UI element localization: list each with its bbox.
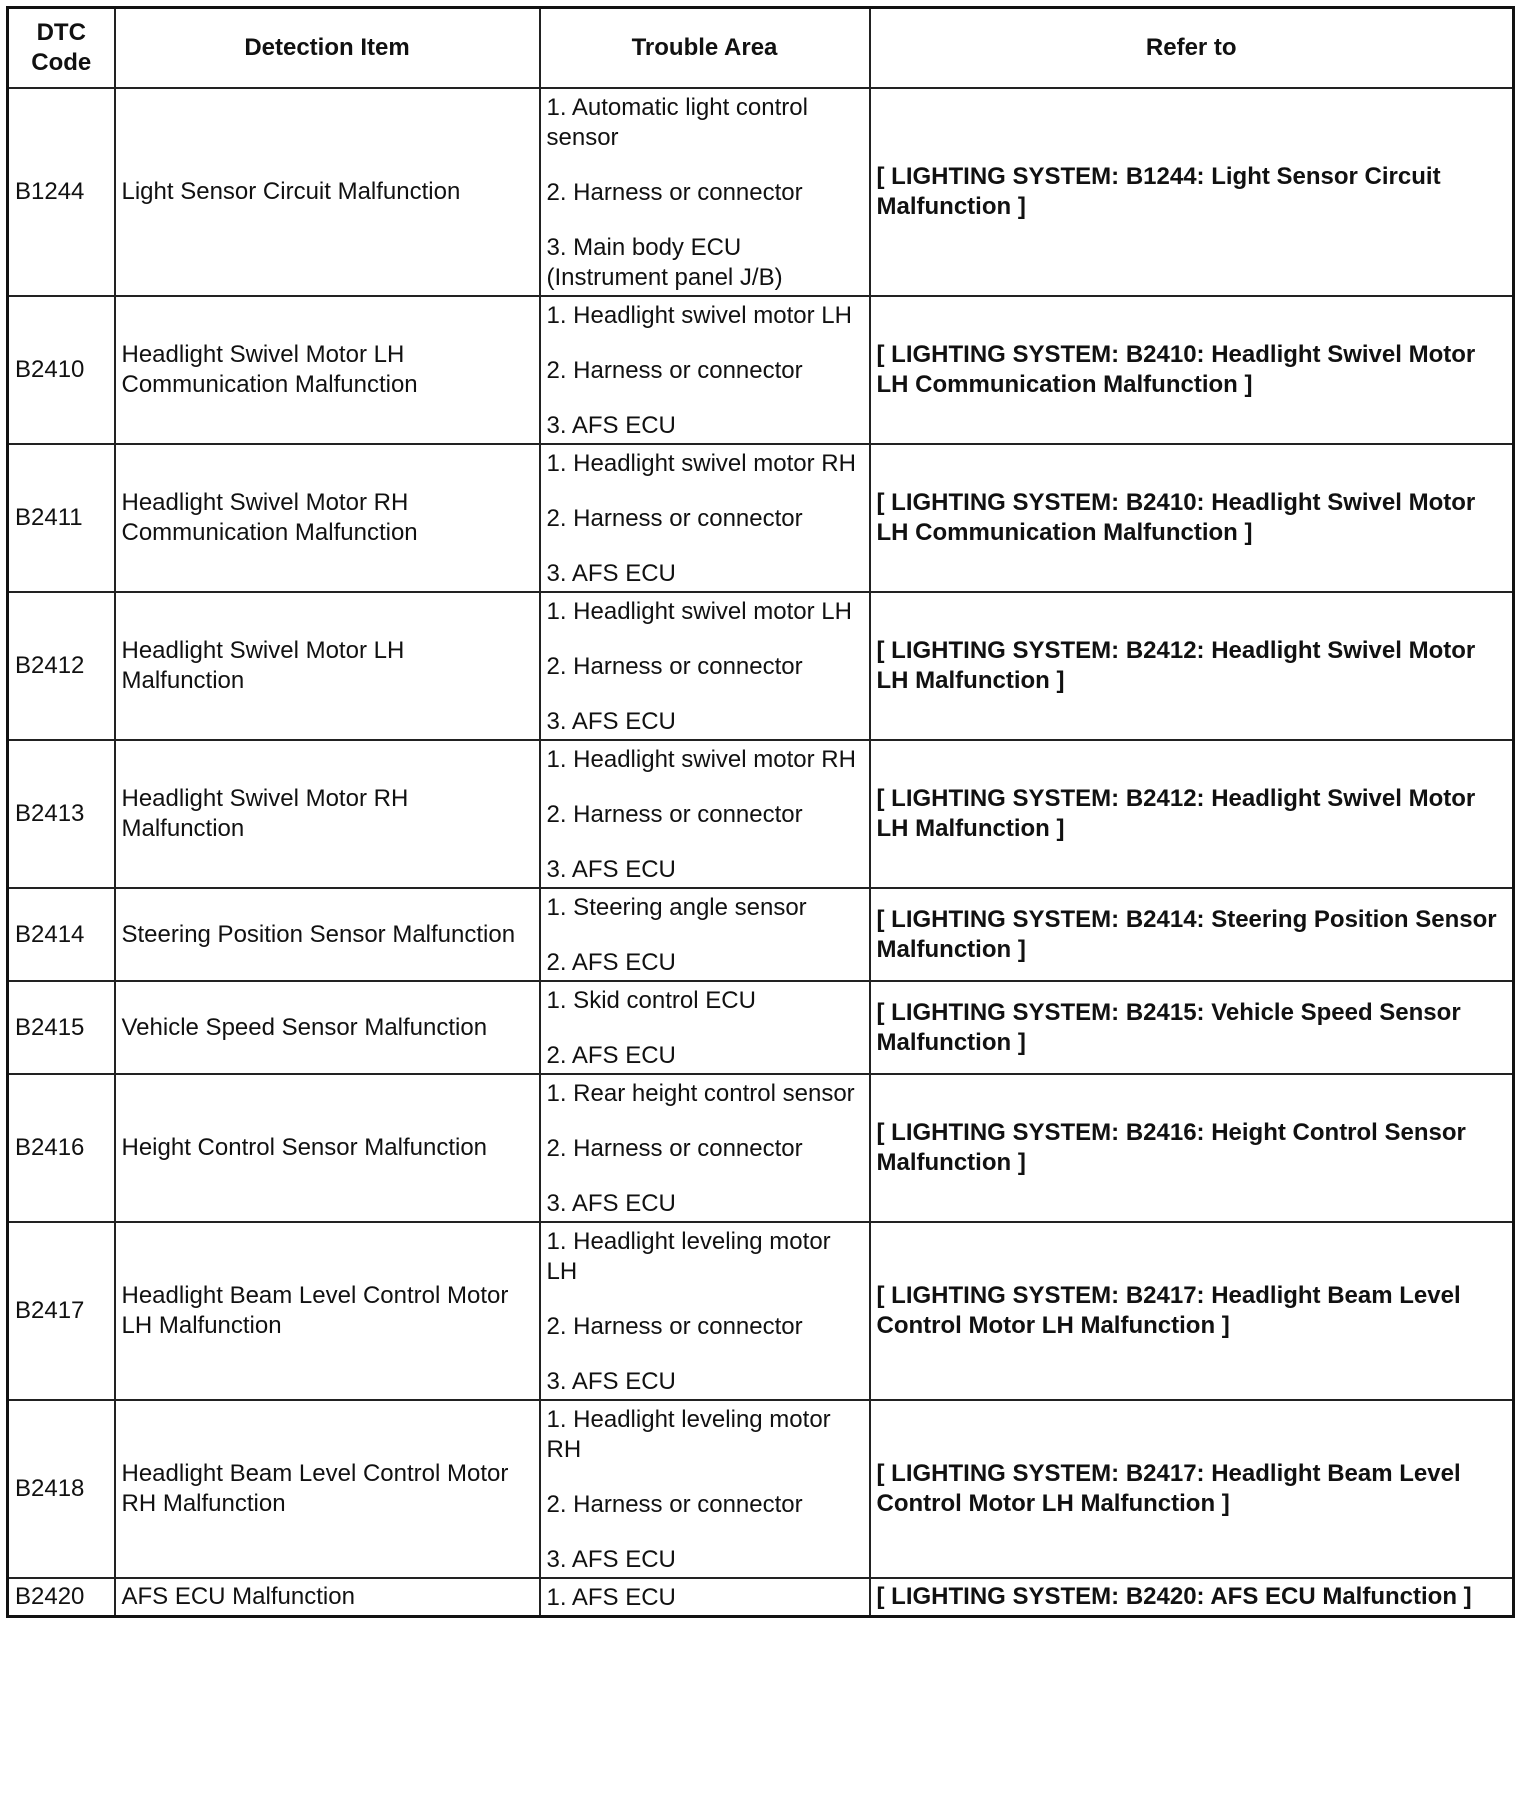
column-header-refer-to: Refer to [870, 8, 1514, 89]
table-row [8, 444, 1514, 592]
trouble-area-item: 1. Headlight swivel motor LH [546, 302, 852, 329]
table-row [8, 981, 1514, 1074]
refer-to-link[interactable]: [ LIGHTING SYSTEM: B2417: Headlight Beam Level Control Motor LH Malfunction ] [870, 1400, 1514, 1578]
dtc-code-cell: B2420 [8, 1578, 115, 1617]
trouble-area-item: 2. AFS ECU [546, 949, 676, 976]
trouble-area-cell [540, 1578, 870, 1617]
dtc-code-cell: B2418 [8, 1400, 115, 1578]
trouble-area-cell [540, 740, 870, 888]
detection-item-cell: AFS ECU Malfunction [115, 1578, 540, 1617]
trouble-area-cell [540, 981, 870, 1074]
table-header-row [8, 8, 1514, 89]
trouble-area-cell [540, 296, 870, 444]
trouble-area-item: 1. Headlight swivel motor RH [546, 746, 856, 773]
detection-item-cell: Headlight Swivel Motor RH Communication Malfunction [115, 444, 540, 592]
refer-to-link[interactable]: [ LIGHTING SYSTEM: B2414: Steering Position Sensor Malfunction ] [870, 888, 1514, 981]
trouble-area-item: 3. Main body ECU (Instrument panel J/B) [546, 234, 783, 291]
refer-to-link[interactable]: [ LIGHTING SYSTEM: B2417: Headlight Beam Level Control Motor LH Malfunction ] [870, 1222, 1514, 1400]
dtc-code-cell: B2411 [8, 444, 115, 592]
trouble-area-item: 2. Harness or connector [546, 1491, 803, 1518]
trouble-area-item: 2. AFS ECU [546, 1042, 676, 1069]
trouble-area-item: 3. AFS ECU [546, 1190, 676, 1217]
trouble-area-item: 2. Harness or connector [546, 1313, 803, 1340]
trouble-area-item: 2. Harness or connector [546, 505, 803, 532]
refer-to-link[interactable]: [ LIGHTING SYSTEM: B1244: Light Sensor Circuit Malfunction ] [870, 88, 1514, 296]
trouble-area-item: 2. Harness or connector [546, 179, 803, 206]
dtc-document [6, 6, 1512, 1618]
table-row [8, 1074, 1514, 1222]
trouble-area-cell [540, 1222, 870, 1400]
trouble-area-item: 1. Headlight swivel motor RH [546, 450, 856, 477]
trouble-area-item: 3. AFS ECU [546, 1368, 676, 1395]
detection-item-cell: Headlight Beam Level Control Motor RH Malfunction [115, 1400, 540, 1578]
detection-item-cell: Vehicle Speed Sensor Malfunction [115, 981, 540, 1074]
trouble-area-item: 1. AFS ECU [546, 1584, 676, 1611]
detection-item-cell: Headlight Swivel Motor LH Malfunction [115, 592, 540, 740]
dtc-code-cell: B2414 [8, 888, 115, 981]
table-row [8, 740, 1514, 888]
trouble-area-cell [540, 1400, 870, 1578]
table-row [8, 592, 1514, 740]
trouble-area-item: 3. AFS ECU [546, 708, 676, 735]
trouble-area-item: 3. AFS ECU [546, 1546, 676, 1573]
column-header-dtc-code: DTC Code [8, 8, 115, 89]
trouble-area-item: 1. Steering angle sensor [546, 894, 807, 921]
trouble-area-item: 1. Skid control ECU [546, 987, 756, 1014]
dtc-code-cell: B2415 [8, 981, 115, 1074]
trouble-area-cell [540, 888, 870, 981]
column-header-trouble-area: Trouble Area [540, 8, 870, 89]
refer-to-link[interactable]: [ LIGHTING SYSTEM: B2420: AFS ECU Malfunction ] [870, 1578, 1514, 1617]
table-row [8, 888, 1514, 981]
refer-to-link[interactable]: [ LIGHTING SYSTEM: B2412: Headlight Swivel Motor LH Malfunction ] [870, 592, 1514, 740]
dtc-code-cell: B2410 [8, 296, 115, 444]
trouble-area-cell [540, 88, 870, 296]
detection-item-cell: Height Control Sensor Malfunction [115, 1074, 540, 1222]
trouble-area-item: 2. Harness or connector [546, 1135, 803, 1162]
dtc-code-cell: B2417 [8, 1222, 115, 1400]
detection-item-cell: Light Sensor Circuit Malfunction [115, 88, 540, 296]
detection-item-cell: Headlight Swivel Motor RH Malfunction [115, 740, 540, 888]
trouble-area-item: 1. Automatic light control sensor [546, 94, 808, 151]
table-row [8, 88, 1514, 296]
trouble-area-item: 2. Harness or connector [546, 653, 803, 680]
refer-to-link[interactable]: [ LIGHTING SYSTEM: B2410: Headlight Swivel Motor LH Communication Malfunction ] [870, 296, 1514, 444]
trouble-area-item: 3. AFS ECU [546, 856, 676, 883]
table-body [8, 88, 1514, 1617]
detection-item-cell: Steering Position Sensor Malfunction [115, 888, 540, 981]
dtc-code-cell: B1244 [8, 88, 115, 296]
dtc-code-cell: B2413 [8, 740, 115, 888]
trouble-area-cell [540, 444, 870, 592]
refer-to-link[interactable]: [ LIGHTING SYSTEM: B2410: Headlight Swivel Motor LH Communication Malfunction ] [870, 444, 1514, 592]
trouble-area-item: 3. AFS ECU [546, 412, 676, 439]
refer-to-link[interactable]: [ LIGHTING SYSTEM: B2416: Height Control Sensor Malfunction ] [870, 1074, 1514, 1222]
dtc-code-cell: B2412 [8, 592, 115, 740]
trouble-area-cell [540, 1074, 870, 1222]
trouble-area-item: 2. Harness or connector [546, 801, 803, 828]
table-row [8, 296, 1514, 444]
detection-item-cell: Headlight Swivel Motor LH Communication Malfunction [115, 296, 540, 444]
column-header-detection-item: Detection Item [115, 8, 540, 89]
trouble-area-cell [540, 592, 870, 740]
trouble-area-item: 1. Rear height control sensor [546, 1080, 855, 1107]
refer-to-link[interactable]: [ LIGHTING SYSTEM: B2415: Vehicle Speed Sensor Malfunction ] [870, 981, 1514, 1074]
trouble-area-item: 2. Harness or connector [546, 357, 803, 384]
table-row [8, 1222, 1514, 1400]
dtc-table [6, 6, 1515, 1618]
table-row [8, 1400, 1514, 1578]
table-row [8, 1578, 1514, 1617]
dtc-code-cell: B2416 [8, 1074, 115, 1222]
trouble-area-item: 1. Headlight leveling motor RH [546, 1406, 831, 1463]
refer-to-link[interactable]: [ LIGHTING SYSTEM: B2412: Headlight Swivel Motor LH Malfunction ] [870, 740, 1514, 888]
trouble-area-item: 3. AFS ECU [546, 560, 676, 587]
trouble-area-item: 1. Headlight leveling motor LH [546, 1228, 831, 1285]
trouble-area-item: 1. Headlight swivel motor LH [546, 598, 852, 625]
detection-item-cell: Headlight Beam Level Control Motor LH Malfunction [115, 1222, 540, 1400]
